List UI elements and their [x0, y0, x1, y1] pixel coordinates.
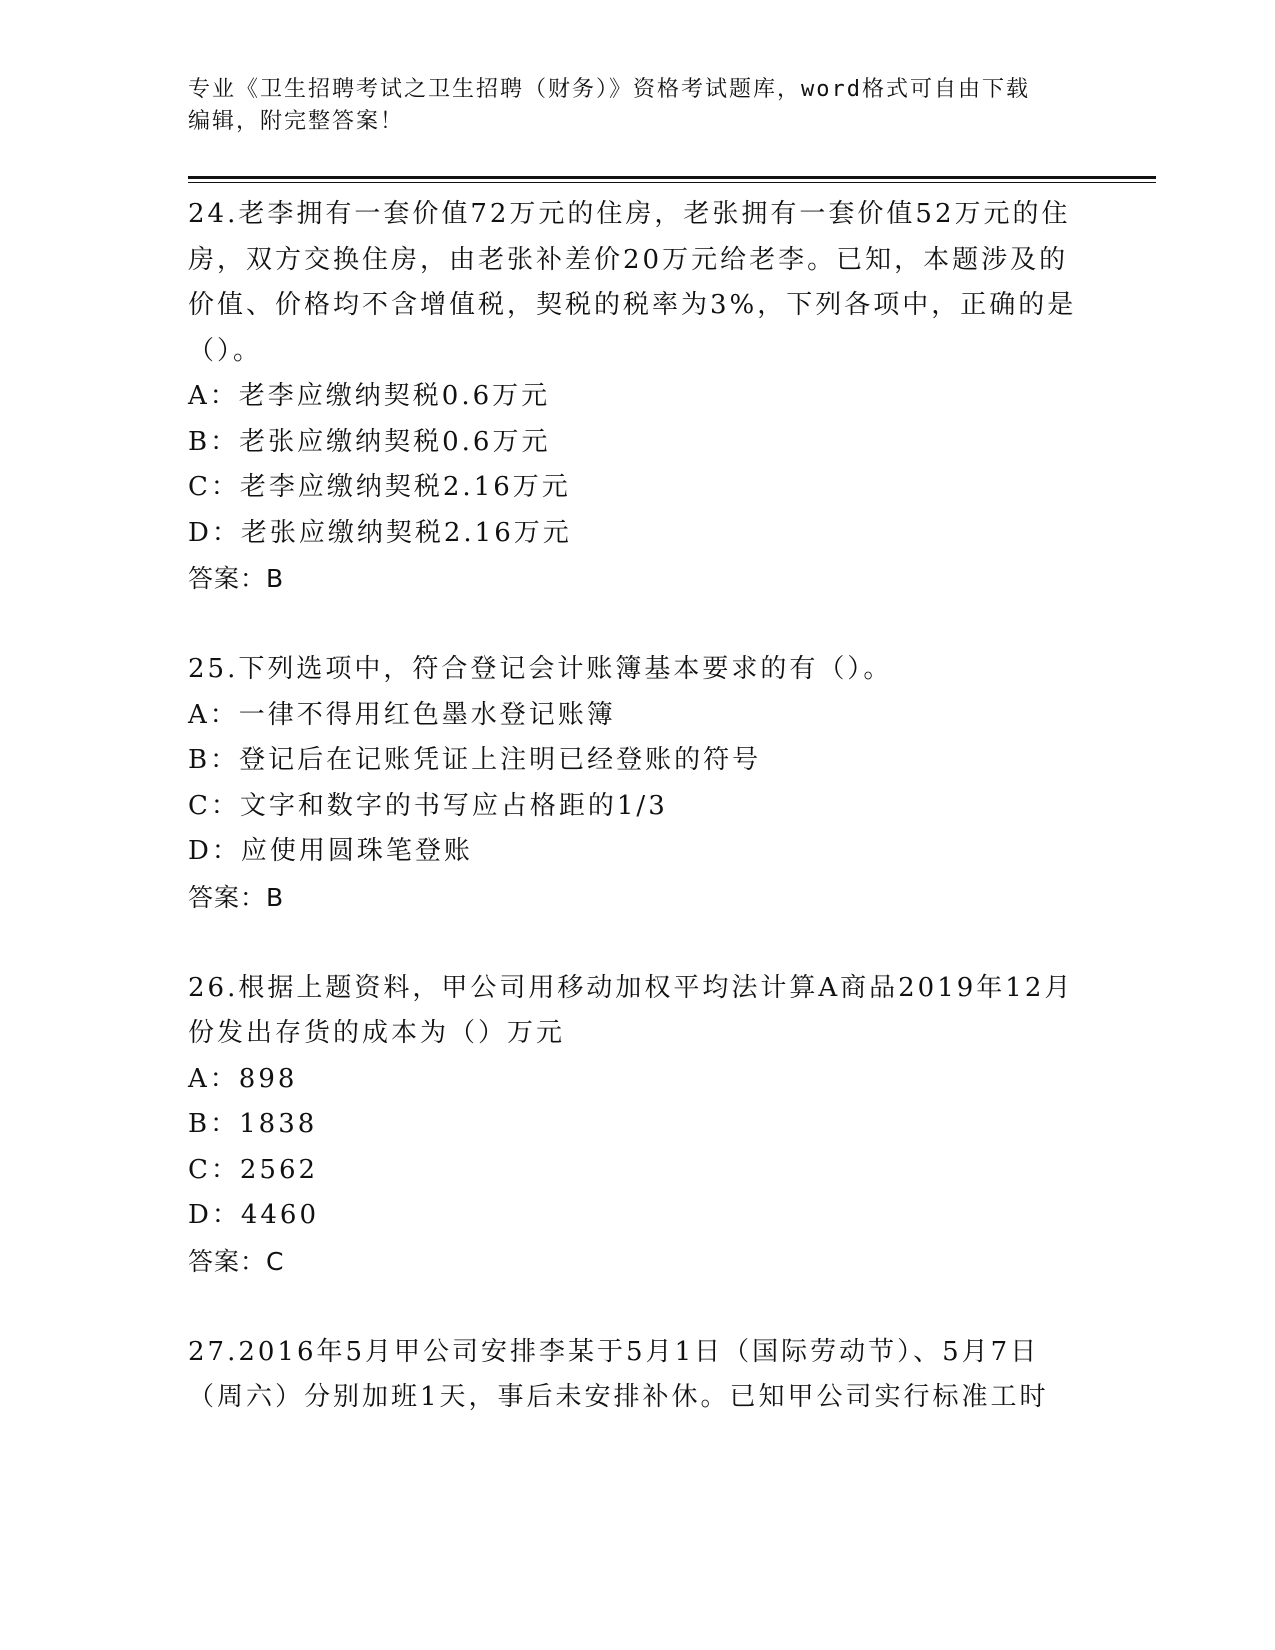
option-d: D：应使用圆珠笔登账 [188, 836, 473, 866]
option-c: C：2562 [188, 1154, 319, 1185]
questions-list [188, 192, 1088, 1421]
header-divider-thin [188, 182, 1156, 183]
question-text-line: 价值、价格均不含增值税，契税的税率为3%，下列各项中，正确的是 [188, 290, 1077, 320]
option-a: A：一律不得用红色墨水登记账簿 [188, 699, 616, 730]
answer: 答案：C [188, 1246, 285, 1276]
question-text-line: 份发出存货的成本为（）万元 [188, 1018, 566, 1048]
option-b: B：老张应缴纳契税0.6万元 [188, 426, 551, 457]
question-text-line: 24.老李拥有一套价值72万元的住房，老张拥有一套价值52万元的住 [188, 199, 1071, 229]
header-line-2: 编辑，附完整答案！ [188, 109, 405, 134]
header-divider-thick [188, 176, 1156, 179]
question-spacer [188, 920, 1088, 966]
question-25 [188, 647, 1088, 920]
question-text-line: 25.下列选项中，符合登记会计账簿基本要求的有（）。 [188, 654, 893, 684]
question-text-line: （周六）分别加班1天，事后未安排补休。已知甲公司实行标准工时 [188, 1382, 1049, 1412]
question-26 [188, 966, 1088, 1285]
option-a: A：老李应缴纳契税0.6万元 [188, 381, 551, 411]
question-text-line: 26.根据上题资料，甲公司用移动加权平均法计算A商品2019年12月 [188, 972, 1074, 1003]
question-text-line: 27.2016年5月甲公司安排李某于5月1日（国际劳动节）、5月7日 [188, 1336, 1040, 1367]
document-header [188, 74, 1068, 138]
question-spacer [188, 1284, 1088, 1330]
question-text-line: （）。 [188, 335, 263, 366]
question-27 [188, 1330, 1088, 1421]
option-c: C：老李应缴纳契税2.16万元 [188, 472, 571, 502]
option-c: C：文字和数字的书写应占格距的1/3 [188, 790, 668, 821]
option-d: D：4460 [188, 1200, 320, 1230]
question-spacer [188, 602, 1088, 648]
header-line-1: 专业《卫生招聘考试之卫生招聘（财务）》资格考试题库，word格式可自由下载 [188, 77, 1030, 102]
answer: 答案：B [188, 564, 285, 593]
question-24 [188, 192, 1088, 602]
option-a: A：898 [188, 1063, 298, 1094]
option-b: B：登记后在记账凭证上注明已经登账的符号 [188, 745, 762, 775]
question-text-line: 房，双方交换住房，由老张补差价20万元给老李。已知，本题涉及的 [188, 244, 1069, 275]
option-d: D：老张应缴纳契税2.16万元 [188, 517, 572, 548]
answer: 答案：B [188, 882, 285, 912]
option-b: B：1838 [188, 1109, 318, 1139]
